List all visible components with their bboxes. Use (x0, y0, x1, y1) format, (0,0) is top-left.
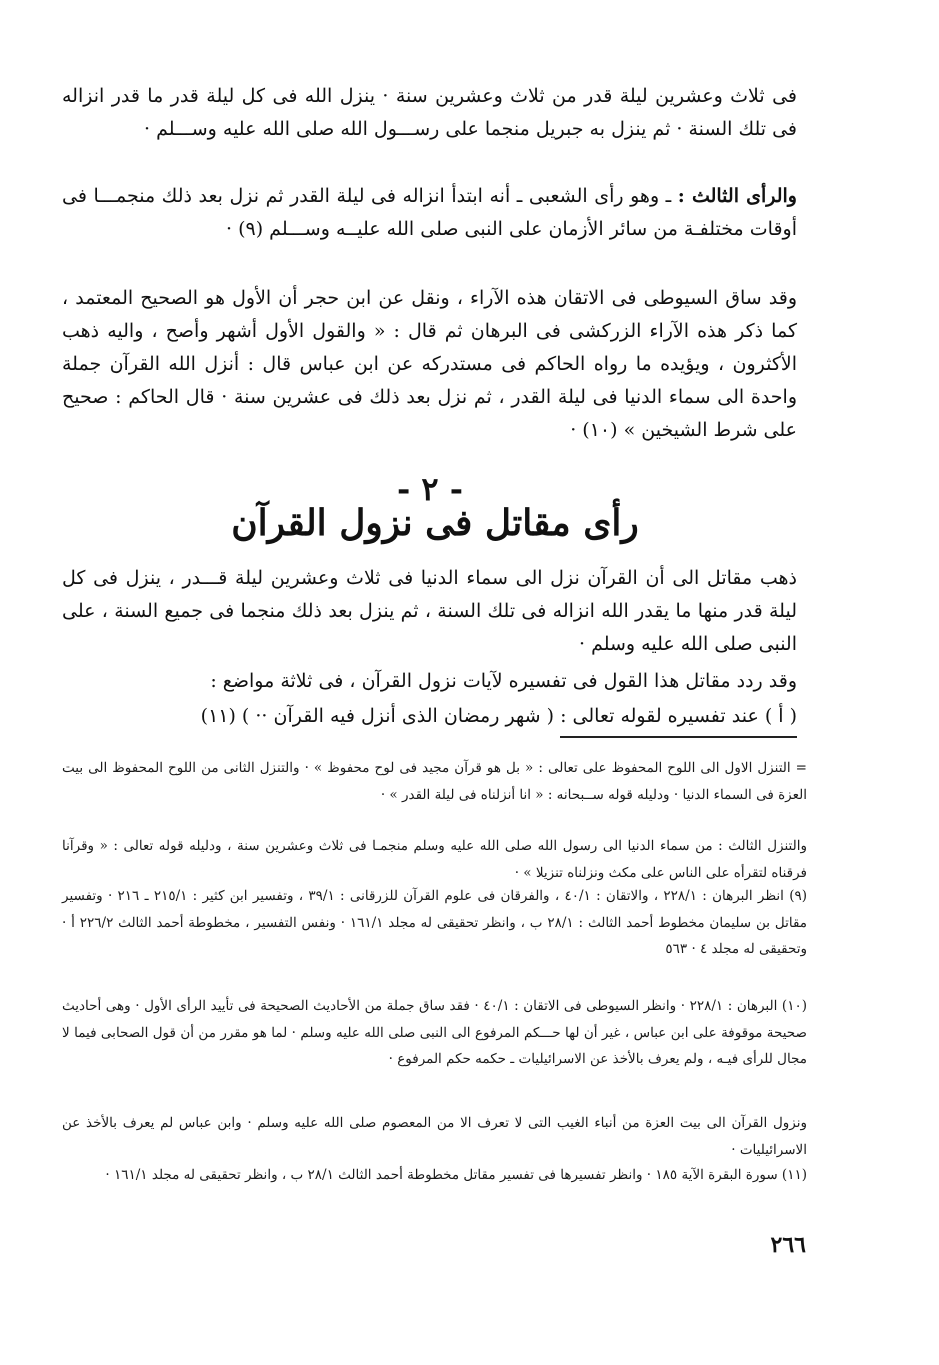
paragraph-2-text: ـ وهو رأى الشعبى ـ أنه ابتدأ انزاله فى ليلة القدر ثم نزل بعد ذلك منجمـــا فى أوقات مختلفـة من سائر الأزمان على النبى صلى الله عليــه وســـلم (٩) · (62, 185, 797, 240)
paragraph-1: فى ثلاث وعشرين ليلة قدر من ثلاث وعشرين سنة · ينزل الله فى كل ليلة قدر ما قدر انزاله فى تلك السنة · ثم ينزل به جبريل منجما على رســـول الله صلى الله عليه وســـلم · (62, 85, 797, 140)
paragraph-5: وقد ردد مقاتل هذا القول فى تفسيره لآيات نزول القرآن ، فى ثلاثة مواضع : (210, 670, 797, 692)
paragraph-3: وقد ساق السيوطى فى الاتقان هذه الآراء ، ونقل عن ابن حجر أن الأول هو الصحيح المعتمد ، كما ذكر هذه الآراء الزركشى فى البرهان ثم قال : « والقول الأول أشهر وأصح ، واليه ذهب الأكثرون ، ويؤيده ما رواه الحاكم فى مستدركه عن ابن عباس قال : أنزل الله القرآن جملة واحدة الى سماء الدنيا فى ليلة القدر ، ثم نزل بعد ذلك فى عشرين سنة · قال الحاكم : صحيح على شرط الشيخين » (١٠) · (62, 287, 797, 441)
paragraph-2 (62, 180, 797, 246)
footnote-9: (٩) انظر البرهان : ٢٢٨/١ ، والاتقان : ٤٠/١ ، والفرقان فى علوم القرآن للزرقانى : ٣٩/١ ، وتفسير ابن كثير : ٢١٥/١ ـ ٢١٦ · وتفسير مقاتل بن سليمان مخطوط أحمد الثالث : ٢٨/١ ب ، وانظر تحقيقى له مجلد ١٦١/١ · ونفس التفسير ، مخطوطة أحمد الثالث ٢٢٦/٢ أ · وتحقيقى له مجلد ٤ · ٥٦٣ (62, 888, 808, 957)
footnote-separator (560, 736, 797, 738)
footnote-10: (١٠) البرهان : ٢٢٨/١ · وانظر السيوطى فى الاتقان : ٤٠/١ · فقد ساق جملة من الأحاديث الصحيحة فى تأييد الرأى الأول · وهى أحاديث صحيحة موقوفة على ابن عباس ، غير أن لها حـــكم المرفوع الى النبى صلى الله عليه وسلم · لما هو مقرر من أن قول الصحابى فيما لا مجال للرأى فيـه ، ولم يعرف بالأخذ عن الاسرائيليات ـ حكمه حكم المرفوع · (62, 998, 807, 1067)
paragraph-4: ذهب مقاتل الى أن القرآن نزل الى سماء الدنيا فى ثلاث وعشرين ليلة قـــدر ، ينزل فى كل ليلة قدر منها ما يقدر الله انزاله فى تلك السنة ، ثم ينزل بعد ذلك منجما فى جميع السنة ، على النبى صلى الله عليه وسلم · (62, 567, 797, 655)
footnote-continued-2: والتنزل الثالث : من سماء الدنيا الى رسول الله صلى الله عليه وسلم منجمـا فى ثلاث وعشرين سنة ، ودليله قوله تعالى : « وقرآنا فرقناه لتقرأه على الناس على مكث ونزلناه تنزيلا » · (62, 838, 807, 881)
section-number: - ٢ - (396, 470, 464, 508)
footnote-10-continued: ونزول القرآن الى بيت العزة من أنباء الغيب التى لا تعرف الا من المعصوم صلى الله عليه وسلم · وابن عباس لم يعرف بالأخذ عن الاسرائيليات · (62, 1115, 807, 1158)
page-number: ٢٦٦ (770, 1232, 806, 1258)
third-opinion-label: والرأى الثالث : (677, 185, 797, 207)
footnote-continued-1: = التنزل الاول الى اللوح المحفوظ على تعالى : « بل هو قرآن مجيد فى لوح محفوظ » · والتنزل الثانى من اللوح المحفوظ الى بيت العزة فى السماء الدنيا · ودليله قوله ســبحانه : « انا أنزلناه فى ليلة القدر » · (62, 760, 807, 803)
paragraph-6: ( أ ) عند تفسيره لقوله تعالى : ( شهر رمضان الذى أنزل فيه القرآن ·· ) (١١) (200, 705, 797, 727)
section-title: رأى مقاتل فى نزول القرآن (231, 502, 639, 544)
footnote-11: (١١) سورة البقرة الآية ١٨٥ · وانظر تفسيرها فى تفسير مقاتل مخطوطة أحمد الثالث ٢٨/١ ب ، وانظر تحقيقى له مجلد ١٦١/١ · (105, 1167, 807, 1183)
